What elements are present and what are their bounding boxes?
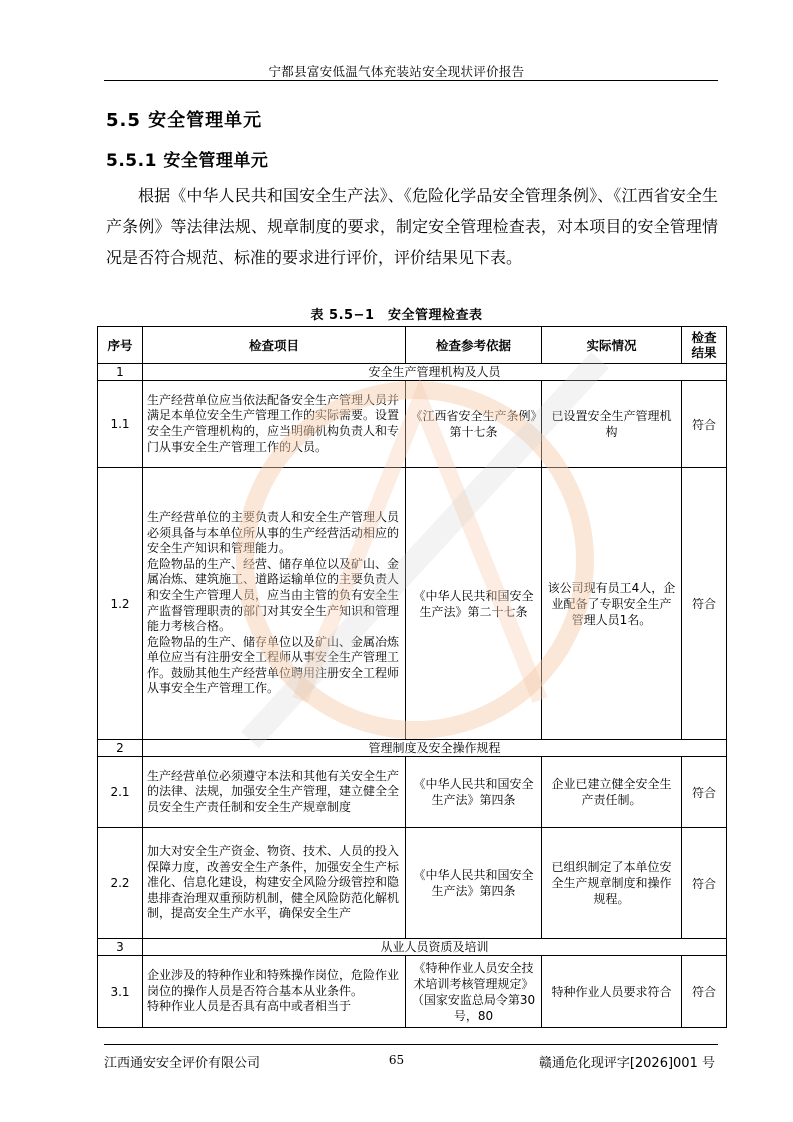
row-no: 1.2 <box>98 468 143 740</box>
row-item: 生产经营单位必须遵守本法和其他有关安全生产的法律、法规，加强安全生产管理，建立健全全员安全生产责任制和安全生产规章制度 <box>143 757 406 828</box>
section-title: 安全生产管理机构及人员 <box>143 364 727 381</box>
table-header-row <box>98 327 727 364</box>
row-reference: 《江西省安全生产条例》第十七条 <box>406 381 542 468</box>
row-result: 符合 <box>682 828 727 939</box>
row-reference: 《中华人民共和国安全生产法》第二十七条 <box>406 468 542 740</box>
page-header-title: 宁都县富安低温气体充装站安全现状评价报告 <box>268 64 525 79</box>
col-header-actual: 实际情况 <box>542 327 682 364</box>
section-title: 从业人员资质及培训 <box>143 939 727 956</box>
row-item: 加大对安全生产资金、物资、技术、人员的投入保障力度，改善安全生产条件，加强安全生产标准化、信息化建设，构建安全风险分级管控和隐患排查治理双重预防机制，健全风险防范化解机制，提高安全生产水平，确保安全生产 <box>143 828 406 939</box>
safety-check-table <box>97 326 727 1028</box>
footer-company: 江西通安安全评价有限公司 <box>104 1056 261 1071</box>
row-reference: 《中华人民共和国安全生产法》第四条 <box>406 757 542 828</box>
intro-paragraph: 根据《中华人民共和国安全生产法》、《危险化学品安全管理条例》、《江西省安全生产条例》等法律法规、规章制度的要求，制定安全管理检查表，对本项目的安全管理情况是否符合规范、标准的要求进行评价，评价结果见下表。 <box>106 186 718 267</box>
footer-rule <box>104 1044 718 1045</box>
row-reference: 《特种作业人员安全技术培训考核管理规定》（国家安监总局令第30号，80 <box>406 956 542 1028</box>
row-actual: 企业已建立健全安全生产责任制。 <box>542 757 682 828</box>
row-reference: 《中华人民共和国安全生产法》第四条 <box>406 828 542 939</box>
header-rule <box>104 80 718 81</box>
row-result: 符合 <box>682 468 727 740</box>
section-heading: 5.5 安全管理单元 <box>106 110 263 131</box>
table-section-row <box>98 364 727 381</box>
row-actual: 该公司现有员工4人，企业配备了专职安全生产管理人员1名。 <box>542 468 682 740</box>
table-row <box>98 828 727 939</box>
col-header-no: 序号 <box>98 327 143 364</box>
table-row <box>98 468 727 740</box>
table-caption: 表 5.5−1 安全管理检查表 <box>310 308 483 323</box>
row-actual: 特种作业人员要求符合 <box>542 956 682 1028</box>
section-no: 3 <box>98 939 143 956</box>
footer-doc-number: 赣通危化现评字[2026]001 号 <box>538 1056 715 1071</box>
section-no: 1 <box>98 364 143 381</box>
row-no: 3.1 <box>98 956 143 1028</box>
row-item: 生产经营单位的主要负责人和安全生产管理人员必须具备与本单位所从事的生产经营活动相应的安全生产知识和管理能力。 危险物品的生产、经营、储存单位以及矿山、金属冶炼、建筑施工、道路运输单位的主要负责人和安全生产管理人员，应当由主管的负有安全生产监督管理职责的部门对其安全生产知识和管理能力考核合格。 危险物品的生产、储存单位以及矿山、金属冶炼单位应当有注册安全工程师从事安全生产管理工作。鼓励其他生产经营单位聘用注册安全工程师从事安全生产管理工作。 <box>143 468 406 740</box>
row-no: 2.1 <box>98 757 143 828</box>
row-result: 符合 <box>682 381 727 468</box>
row-result: 符合 <box>682 956 727 1028</box>
row-no: 1.1 <box>98 381 143 468</box>
row-actual: 已组织制定了本单位安全生产规章制度和操作规程。 <box>542 828 682 939</box>
row-item: 生产经营单位应当依法配备安全生产管理人员并满足本单位安全生产管理工作的实际需要。设置安全生产管理机构的，应当明确机构负责人和专门从事安全生产管理工作的人员。 <box>143 381 406 468</box>
row-result: 符合 <box>682 757 727 828</box>
table-row <box>98 757 727 828</box>
table-section-row <box>98 939 727 956</box>
section-no: 2 <box>98 740 143 757</box>
table-section-row <box>98 740 727 757</box>
page-number: 65 <box>388 1053 405 1067</box>
table-row <box>98 381 727 468</box>
row-item: 企业涉及的特种作业和特殊操作岗位，危险作业岗位的操作人员是否符合基本从业条件。 特种作业人员是否具有高中或者相当于 <box>143 956 406 1028</box>
section-title: 管理制度及安全操作规程 <box>143 740 727 757</box>
col-header-ref: 检查参考依据 <box>406 327 542 364</box>
row-actual: 已设置安全生产管理机构 <box>542 381 682 468</box>
subsection-heading: 5.5.1 安全管理单元 <box>106 151 269 171</box>
col-header-result: 检查结果 <box>682 327 727 364</box>
col-header-item: 检查项目 <box>143 327 406 364</box>
table-row <box>98 956 727 1028</box>
row-no: 2.2 <box>98 828 143 939</box>
